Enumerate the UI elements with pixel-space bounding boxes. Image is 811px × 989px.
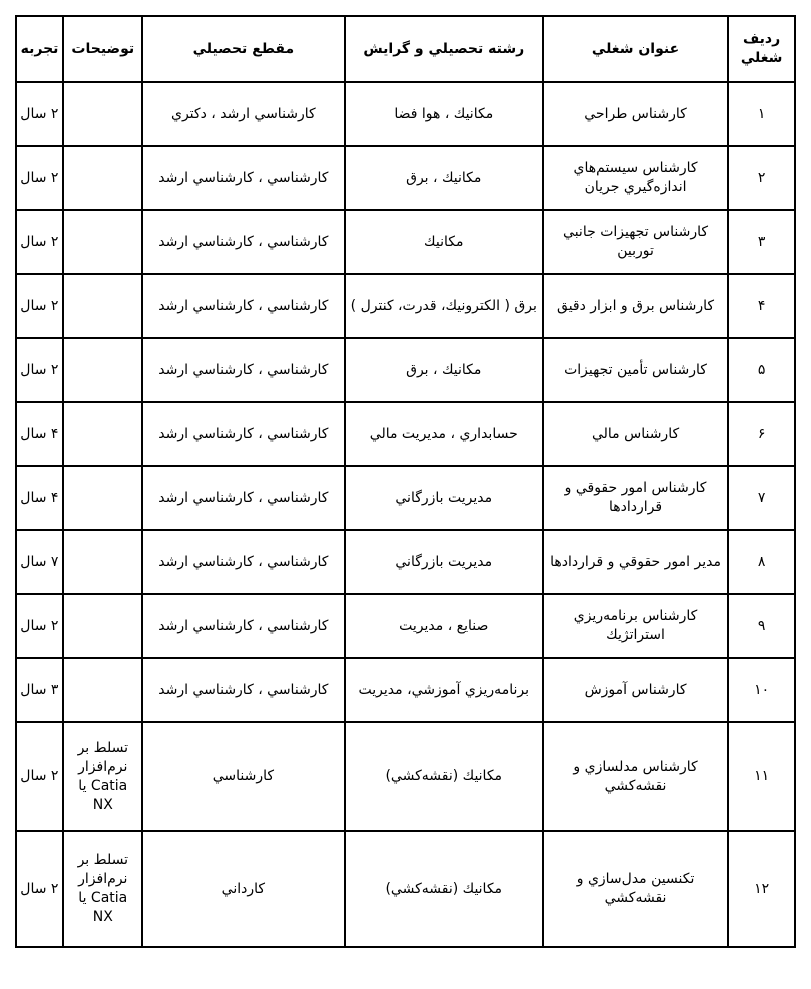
row-number: ۲ [728,146,795,210]
notes [63,658,142,722]
job-title: كارشناس برنامه‌ريزي استراتژيك [543,594,728,658]
study-field: مكانيك ، هوا فضا [345,82,543,146]
table-row [16,338,795,402]
experience: ۲ سال [16,338,63,402]
experience: ۲ سال [16,210,63,274]
study-field: مكانيك [345,210,543,274]
job-title: كارشناس تأمين تجهيزات [543,338,728,402]
row-number: ۵ [728,338,795,402]
table-row [16,82,795,146]
row-number: ۹ [728,594,795,658]
job-title: كارشناس امور حقوقي و قراردادها [543,466,728,530]
header-job-title: عنوان شغلي [543,16,728,82]
degree: كارداني [142,831,345,947]
job-title: كارشناس طراحي [543,82,728,146]
study-field: برق ( الكترونيك، قدرت، كنترل ) [345,274,543,338]
notes: تسلط بر نرم‌افزار Catia يا NX [63,831,142,947]
header-experience: تجربه [16,16,63,82]
experience: ۲ سال [16,82,63,146]
study-field: مديريت بازرگاني [345,530,543,594]
study-field: مكانيك (نقشه‌كشي) [345,722,543,831]
study-field: مكانيك ، برق [345,146,543,210]
job-requirements-table [15,15,796,948]
experience: ۴ سال [16,402,63,466]
table-row [16,722,795,831]
degree: كارشناسي ، كارشناسي ارشد [142,338,345,402]
degree: كارشناسي ، كارشناسي ارشد [142,146,345,210]
row-number: ۸ [728,530,795,594]
experience: ۲ سال [16,274,63,338]
table-row [16,210,795,274]
table-row [16,146,795,210]
notes [63,274,142,338]
row-number: ۱ [728,82,795,146]
row-number: ۱۲ [728,831,795,947]
notes: تسلط بر نرم‌افزار Catia يا NX [63,722,142,831]
row-number: ۶ [728,402,795,466]
degree: كارشناسي ، كارشناسي ارشد [142,274,345,338]
experience: ۲ سال [16,831,63,947]
experience: ۲ سال [16,722,63,831]
notes [63,82,142,146]
degree: كارشناسي ، كارشناسي ارشد [142,658,345,722]
job-title: كارشناس آموزش [543,658,728,722]
row-number: ۳ [728,210,795,274]
study-field: مكانيك ، برق [345,338,543,402]
table-row [16,831,795,947]
header-notes: توضيحات [63,16,142,82]
table-row [16,402,795,466]
degree: كارشناسي ، كارشناسي ارشد [142,594,345,658]
row-number: ۱۰ [728,658,795,722]
table-row [16,466,795,530]
notes [63,466,142,530]
experience: ۲ سال [16,146,63,210]
header-row [16,16,795,82]
study-field: صنايع ، مديريت [345,594,543,658]
notes [63,594,142,658]
job-title: كارشناس مالي [543,402,728,466]
study-field: برنامه‌ريزي آموزشي، مديريت [345,658,543,722]
job-title: كارشناس برق و ابزار دقيق [543,274,728,338]
row-number: ۱۱ [728,722,795,831]
job-title: مدير امور حقوقي و قراردادها [543,530,728,594]
degree: كارشناسي ، كارشناسي ارشد [142,466,345,530]
notes [63,402,142,466]
experience: ۷ سال [16,530,63,594]
notes [63,146,142,210]
job-title: تكنسين مدل‌سازي و نقشه‌كشي [543,831,728,947]
degree: كارشناسي ، كارشناسي ارشد [142,530,345,594]
table-row [16,594,795,658]
notes [63,338,142,402]
degree: كارشناسي ، كارشناسي ارشد [142,402,345,466]
degree: كارشناسي ارشد ، دكتري [142,82,345,146]
experience: ۴ سال [16,466,63,530]
table-row [16,530,795,594]
row-number: ۷ [728,466,795,530]
job-title: كارشناس سيستم‌هاي اندازه‌گيري جريان [543,146,728,210]
degree: كارشناسي [142,722,345,831]
job-title: كارشناس تجهيزات جانبي توربين [543,210,728,274]
table-row [16,274,795,338]
experience: ۳ سال [16,658,63,722]
header-field: رشته تحصيلي و گرايش [345,16,543,82]
notes [63,210,142,274]
job-title: كارشناس مدلسازي و نقشه‌كشي [543,722,728,831]
header-row-no: رديف شغلي [728,16,795,82]
notes [63,530,142,594]
study-field: حسابداري ، مديريت مالي [345,402,543,466]
study-field: مديريت بازرگاني [345,466,543,530]
degree: كارشناسي ، كارشناسي ارشد [142,210,345,274]
study-field: مكانيك (نقشه‌كشي) [345,831,543,947]
row-number: ۴ [728,274,795,338]
header-degree: مقطع تحصيلي [142,16,345,82]
experience: ۲ سال [16,594,63,658]
table-row [16,658,795,722]
